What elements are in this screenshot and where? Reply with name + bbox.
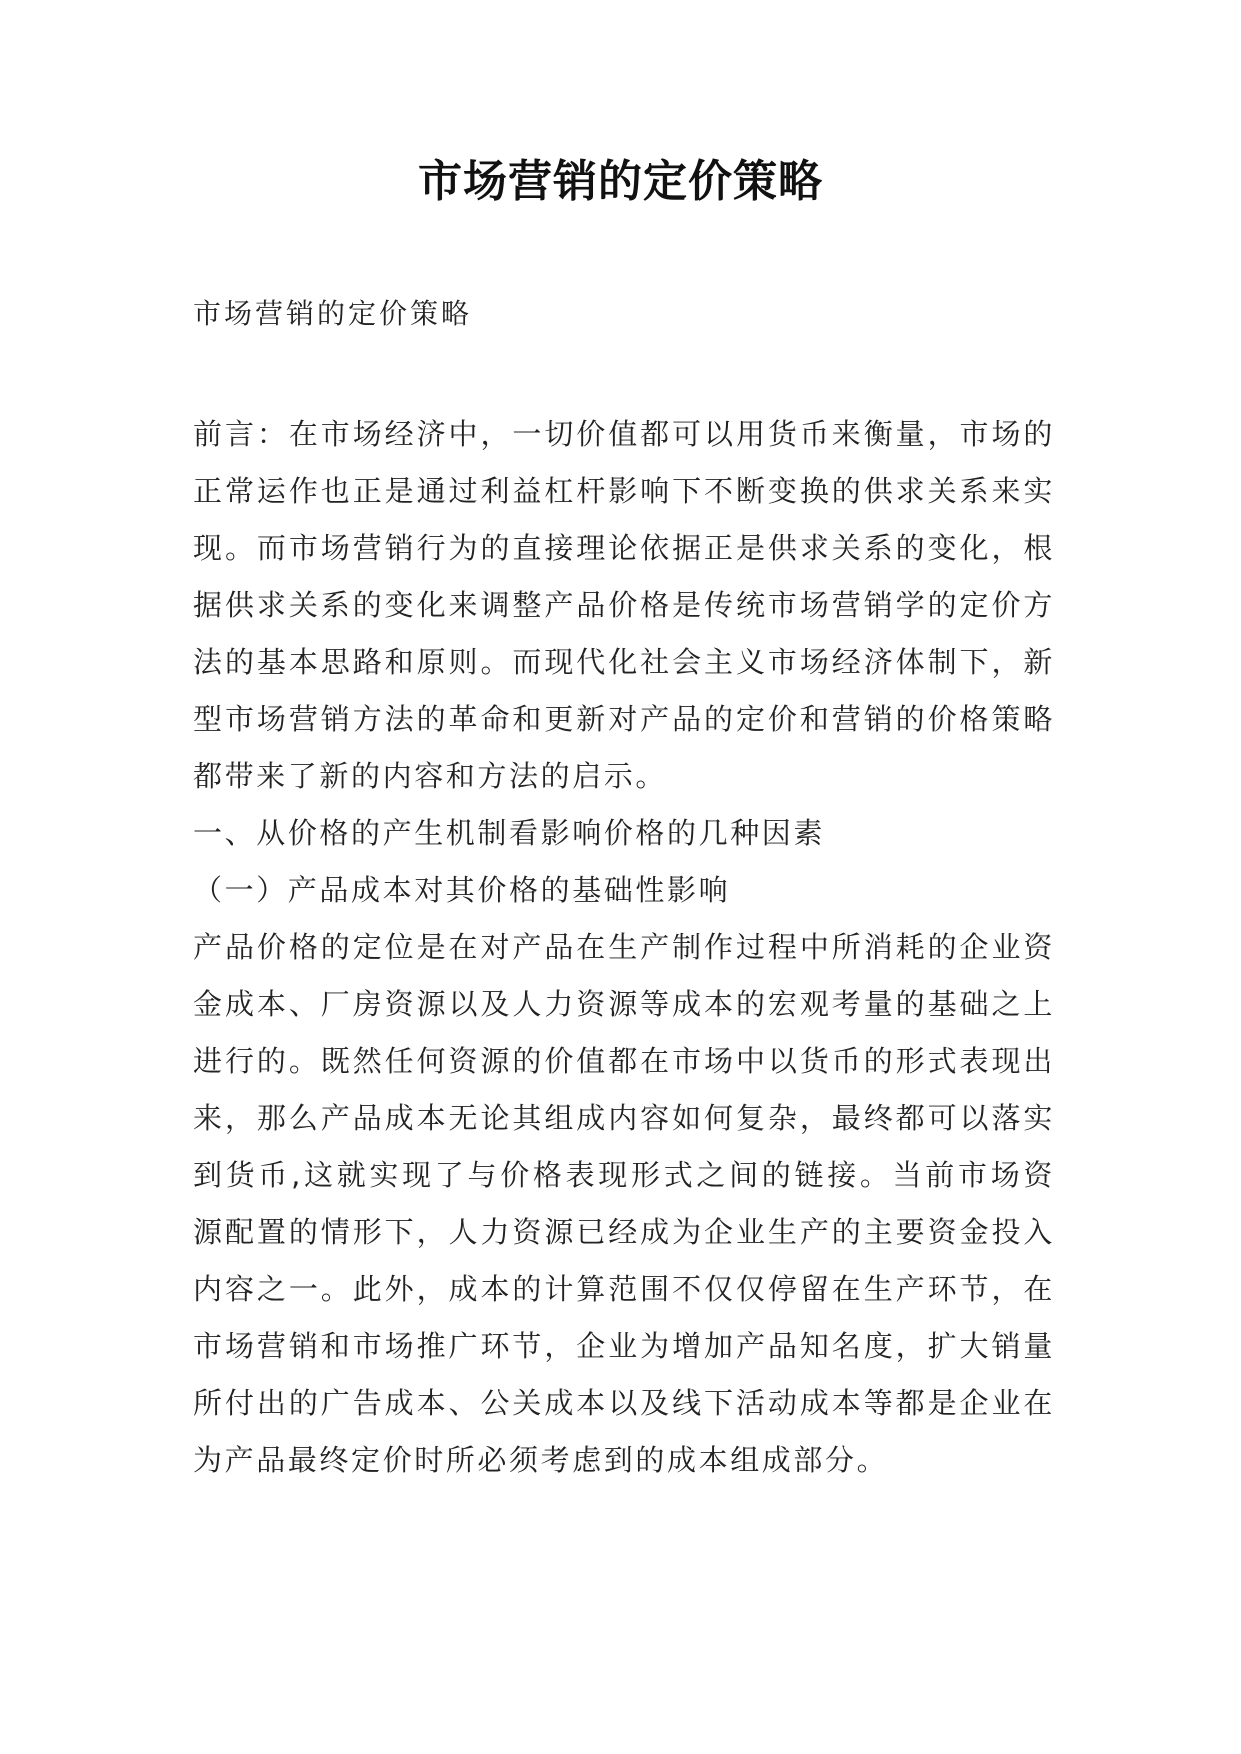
subsection-heading: （一）产品成本对其价格的基础性影响 <box>193 873 731 907</box>
document-title: 市场营销的定价策略 <box>418 156 823 207</box>
body-paragraph: 产品价格的定位是在对产品在生产制作过程中所消耗的企业资金成本、厂房资源以及人力资源等成本的宏观考量的基础之上进行的。既然任何资源的价值都在市场中以货币的形式表现出来，那么产品成本无论其组成内容如何复杂，最终都可以落实到货币,这就实现了与价格表现形式之间的链接。当前市场资源配置的情形下，人力资源已经成为企业生产的主要资金投入内容之一。此外，成本的计算范围不仅仅停留在生产环节，在市场营销和市场推广环节，企业为增加产品知名度，扩大销量所付出的广告成本、公关成本以及线下活动成本等都是企业在为产品最终定价时所必须考虑到的成本组成部分。 <box>193 930 1055 1477</box>
document-body <box>193 406 1055 1489</box>
section-heading: 一、从价格的产生机制看影响价格的几种因素 <box>193 816 826 850</box>
document-subtitle: 市场营销的定价策略 <box>193 297 473 330</box>
intro-paragraph: 前言：在市场经济中，一切价值都可以用货币来衡量，市场的正常运作也正是通过利益杠杆影响下不断变换的供求关系来实现。而市场营销行为的直接理论依据正是供求关系的变化，根据供求关系的变化来调整产品价格是传统市场营销学的定价方法的基本思路和原则。而现代化社会主义市场经济体制下，新型市场营销方法的革命和更新对产品的定价和营销的价格策略都带来了新的内容和方法的启示。 <box>193 417 1055 793</box>
